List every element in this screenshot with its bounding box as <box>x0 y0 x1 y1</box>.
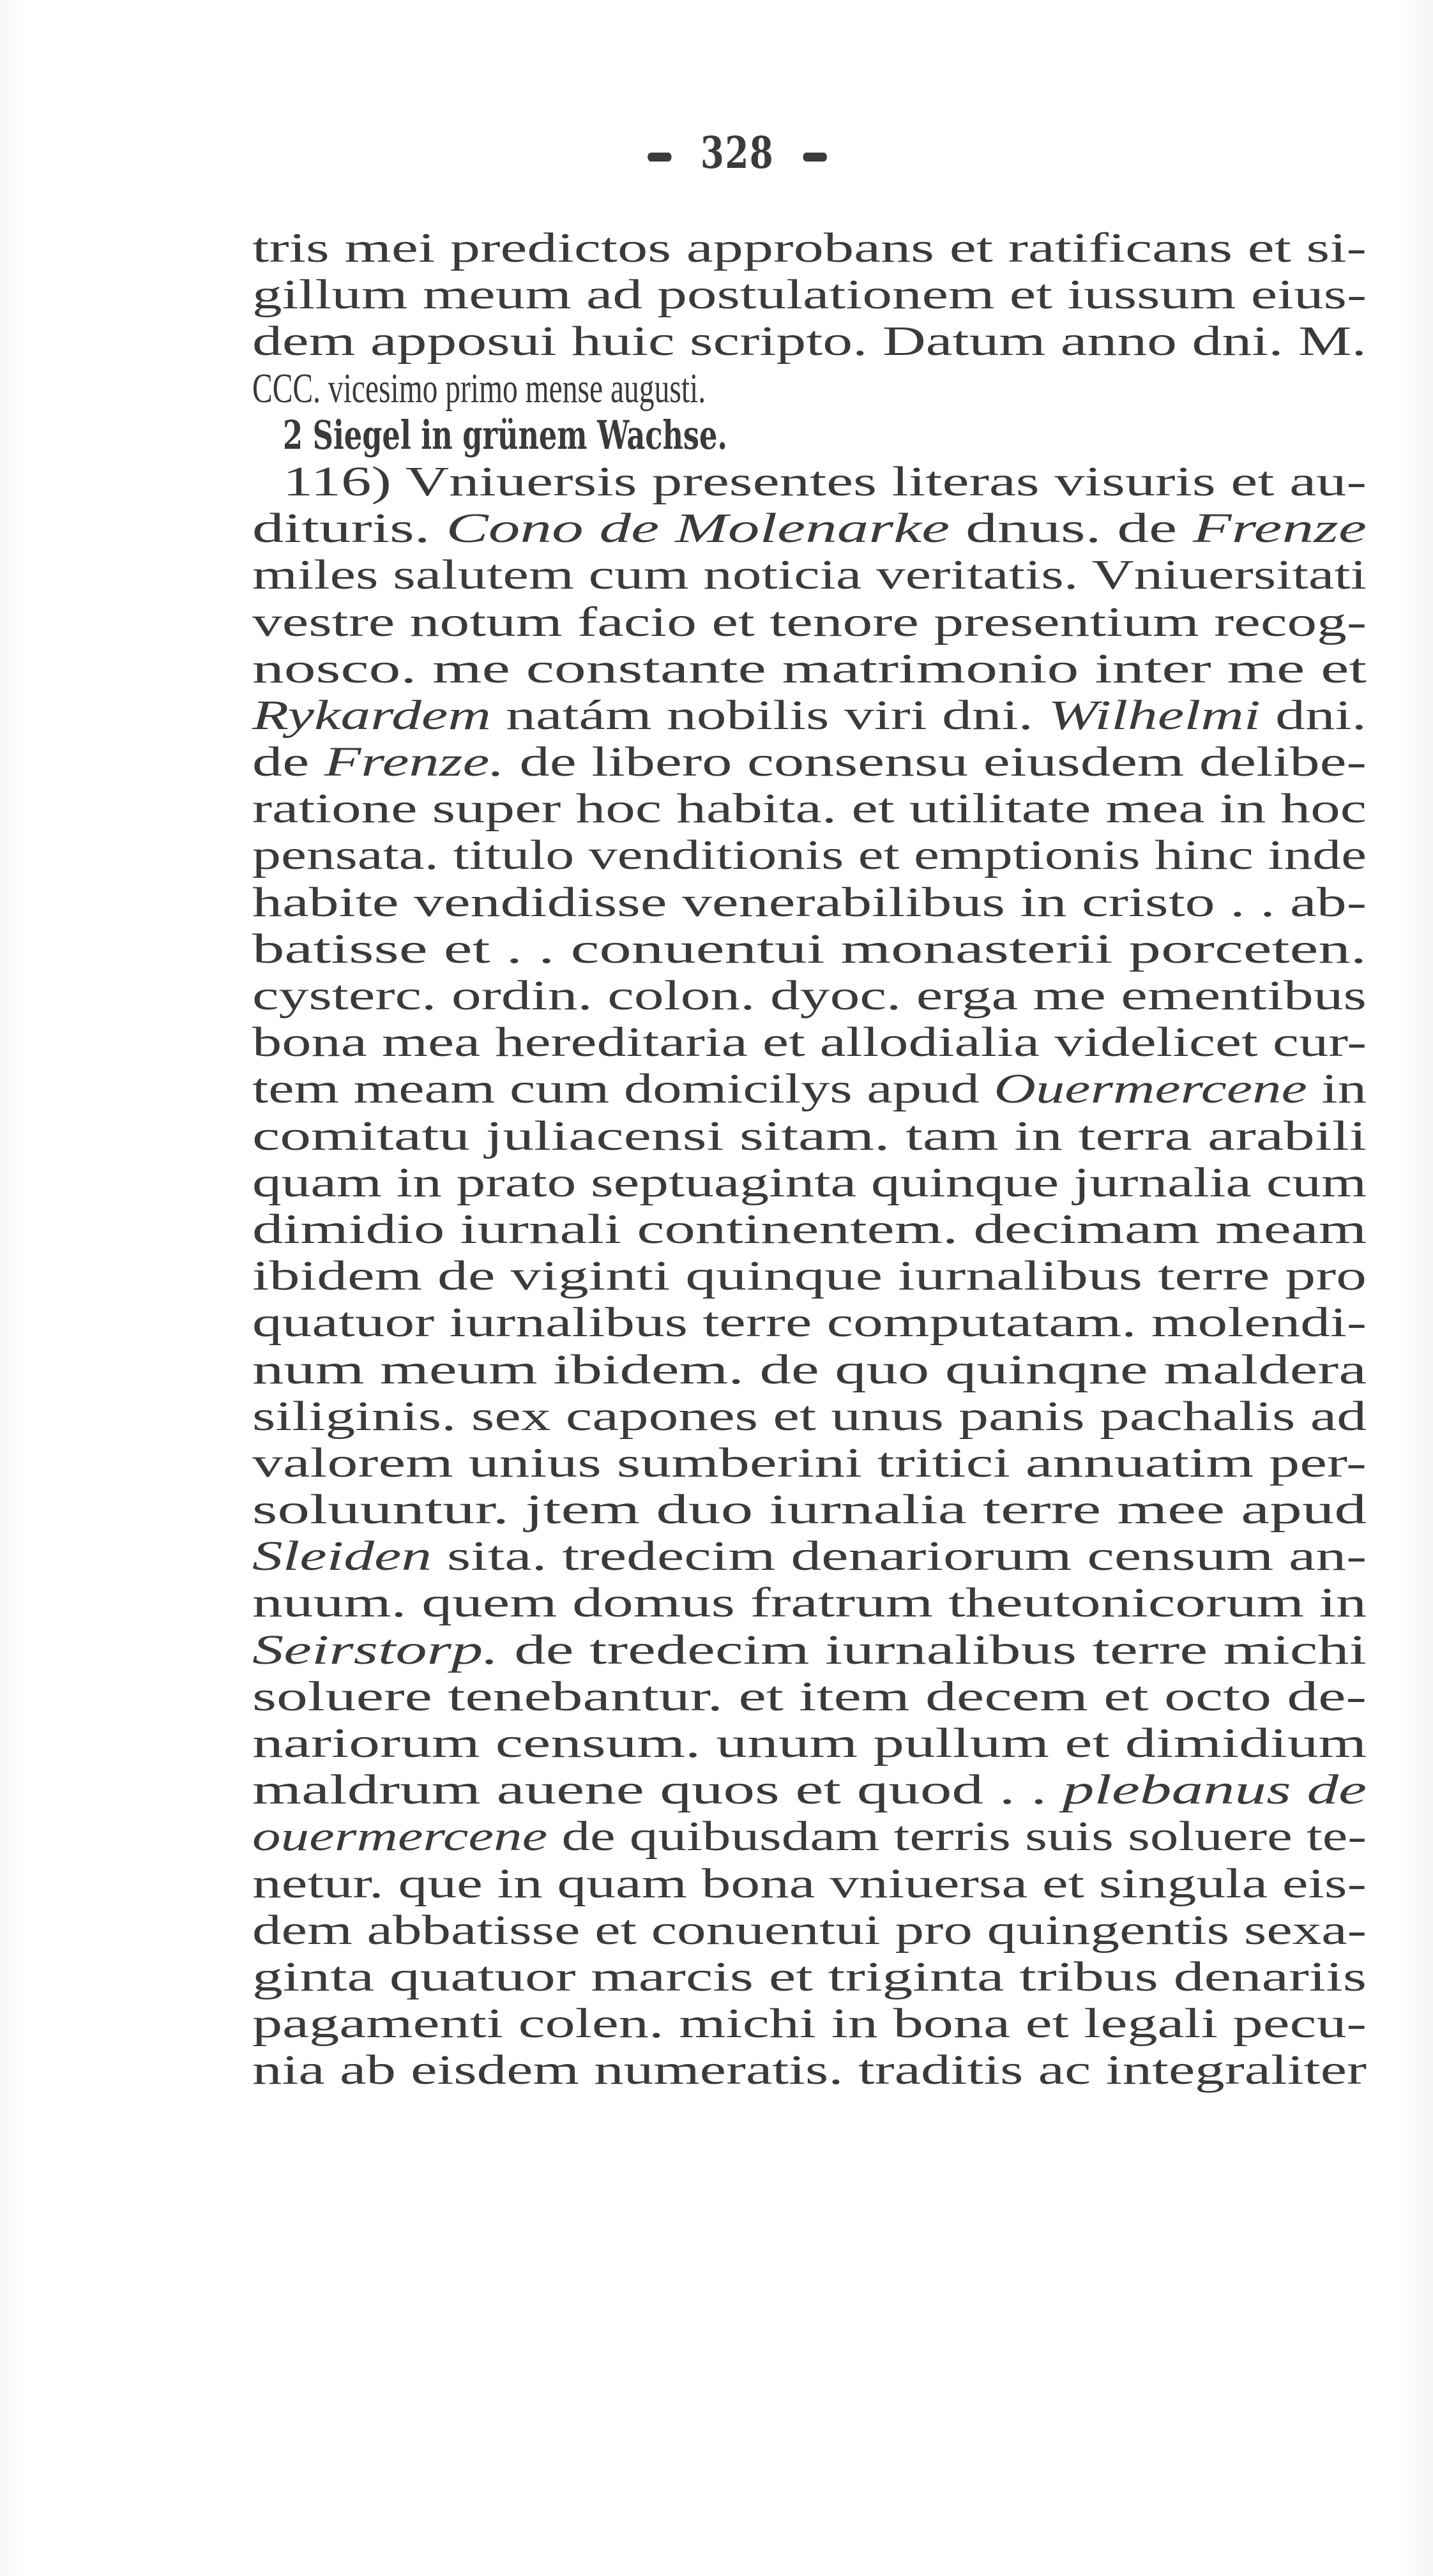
text-segment: quam in prato septuaginta quinque jurnalia cum <box>252 1159 1367 1206</box>
text-segment: maldrum auene quos et quod . . <box>252 1766 1063 1814</box>
text-segment: 116) Vniuersis presentes literas visuris et au- <box>283 458 1367 505</box>
text-line <box>252 1299 1367 1346</box>
text-segment: dem abbatisse et conuentui pro quingentis sexa- <box>252 1906 1367 1954</box>
text-line <box>252 1533 1367 1579</box>
text-line <box>252 1393 1367 1440</box>
text-line <box>252 318 1367 365</box>
text-line <box>252 412 1367 458</box>
italic-name: Cono de Molenarke <box>446 505 950 552</box>
text-segment: habite vendidisse venerabilibus in cristo . . ab- <box>252 878 1367 926</box>
text-segment: dni. <box>1260 691 1367 739</box>
italic-name: Ouermercene <box>994 1066 1307 1113</box>
text-segment: soluuntur. jtem duo iurnalia terre mee apud <box>252 1486 1367 1533</box>
text-line <box>252 1720 1367 1766</box>
text-segment: de quibusdam terris suis soluere te- <box>547 1813 1367 1860</box>
text-segment: num meum ibidem. de quo quinqne maldera <box>252 1346 1367 1393</box>
text-line <box>252 599 1367 645</box>
text-segment: tem meam cum domicilys apud <box>252 1066 994 1113</box>
page-number <box>178 128 1296 179</box>
italic-name: Frenze. <box>324 739 504 786</box>
text-segment: dimidio iurnali continentem. decimam meam <box>252 1205 1367 1253</box>
text-line <box>252 2000 1367 2047</box>
text-line <box>252 1954 1367 2000</box>
text-line <box>252 1907 1367 1954</box>
text-line <box>252 505 1367 552</box>
text-segment: netur. que in quam bona vniuersa et singula eis- <box>252 1860 1367 1907</box>
italic-name: Sleiden <box>252 1533 432 1580</box>
text-line <box>252 972 1367 1019</box>
text-segment: dnus. de <box>950 505 1193 552</box>
text-segment: de libero consensu eiusdem delibe- <box>504 739 1367 786</box>
text-segment: vestre notum facio et tenore presentium recog- <box>252 598 1367 645</box>
text-line <box>252 739 1367 785</box>
italic-name: Rykardem <box>252 691 491 739</box>
text-segment: dem apposui huic scripto. Datum anno dni. M. <box>252 318 1367 365</box>
text-line <box>252 785 1367 832</box>
text-line <box>252 879 1367 926</box>
text-segment: tris mei predictos approbans et ratificans et si- <box>252 225 1367 271</box>
text-segment: ginta quatuor marcis et triginta tribus denariis <box>252 1953 1367 2000</box>
text-line <box>252 1346 1367 1393</box>
text-segment: CCC. vicesimo primo mense augusti. <box>252 365 706 412</box>
text-segment: nuum. quem domus fratrum theutonicorum in <box>252 1579 1367 1627</box>
italic-name: Frenze <box>1192 505 1367 552</box>
text-line <box>252 365 1367 412</box>
text-segment: pensata. titulo venditionis et emptionis hinc inde <box>252 832 1367 879</box>
page-number-dash-left <box>648 153 671 162</box>
text-line <box>252 458 1367 505</box>
text-segment: soluere tenebantur. et item decem et octo de- <box>252 1673 1367 1720</box>
text-segment: bona mea hereditaria et allodialia videlicet cur- <box>252 1019 1367 1066</box>
text-segment: natám nobilis viri dni. <box>490 691 1049 739</box>
body-text <box>252 225 1367 2094</box>
text-segment: nosco. me constante matrimonio inter me et <box>252 645 1367 692</box>
text-segment: gillum meum ad postulationem et iussum eius- <box>252 271 1367 319</box>
text-line <box>252 1019 1367 1066</box>
text-line <box>252 271 1367 318</box>
text-line <box>252 1159 1367 1206</box>
text-line <box>252 926 1367 972</box>
text-line <box>252 1813 1367 1860</box>
text-segment: de tredecim iurnalibus terre michi <box>498 1626 1367 1673</box>
text-segment: de <box>252 739 324 786</box>
text-segment: nia ab eisdem numeratis. traditis ac integraliter <box>252 2047 1367 2094</box>
text-line <box>252 1486 1367 1533</box>
text-segment: ratione super hoc habita. et utilitate mea in hoc <box>252 785 1367 832</box>
text-segment: dituris. <box>252 505 446 552</box>
text-segment: in <box>1307 1066 1367 1113</box>
text-line <box>252 1253 1367 1299</box>
text-line <box>252 692 1367 739</box>
text-segment: miles salutem cum noticia veritatis. Vniuersitati <box>252 552 1367 599</box>
text-line <box>252 1766 1367 1813</box>
italic-name: Seirstorp. <box>252 1626 499 1673</box>
italic-name: Wilhelmi <box>1048 691 1261 739</box>
text-segment: batisse et . . conuentui monasterii porceten. <box>252 925 1367 972</box>
text-segment: pagamenti colen. michi in bona et legali pecu- <box>252 2000 1367 2047</box>
text-segment: sita. tredecim denariorum censum an- <box>432 1533 1367 1580</box>
text-segment: comitatu juliacensi sitam. tam in terra arabili <box>252 1112 1367 1159</box>
text-line <box>252 1113 1367 1159</box>
seal-note: 2 Siegel in grünem Wachse. <box>283 411 727 458</box>
text-segment: cysterc. ordin. colon. dyoc. erga me ementibus <box>252 972 1367 1019</box>
text-line <box>252 1206 1367 1253</box>
text-segment: siliginis. sex capones et unus panis pachalis ad <box>252 1392 1367 1440</box>
text-segment: valorem unius sumberini tritici annuatim per- <box>252 1439 1367 1486</box>
text-line <box>252 1627 1367 1673</box>
text-line <box>252 1440 1367 1486</box>
text-line <box>252 832 1367 878</box>
text-line <box>252 552 1367 598</box>
text-segment: nariorum censum. unum pullum et dimidium <box>252 1720 1367 1766</box>
text-line <box>252 1673 1367 1720</box>
italic-name: plebanus de <box>1062 1766 1367 1814</box>
text-line <box>252 225 1367 271</box>
text-line <box>252 1860 1367 1907</box>
italic-name: ouermercene <box>252 1813 548 1860</box>
page-number-value: 328 <box>700 128 775 179</box>
page-number-dash-right <box>803 153 826 162</box>
text-segment: ibidem de viginti quinque iurnalibus terre pro <box>252 1253 1367 1300</box>
text-line <box>252 645 1367 692</box>
text-line <box>252 1066 1367 1112</box>
text-line <box>252 1579 1367 1626</box>
text-line <box>252 2047 1367 2093</box>
text-segment: quatuor iurnalibus terre computatam. molendi- <box>252 1299 1367 1346</box>
